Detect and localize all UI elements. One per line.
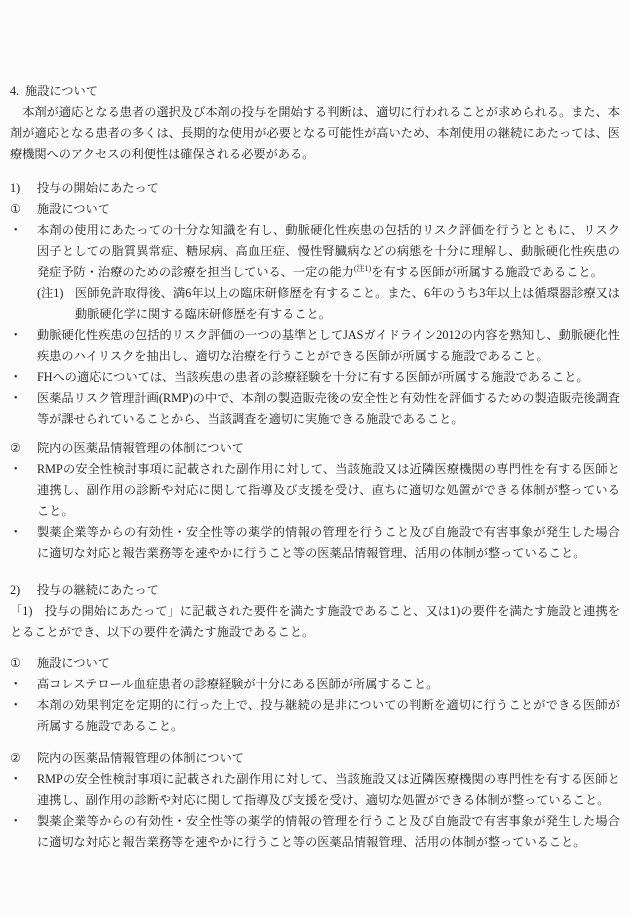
bullet-item — [10, 459, 620, 522]
bullet-marker: • — [14, 393, 18, 404]
bullet-marker: • — [14, 527, 18, 538]
part1-info-mgmt-number: ② — [10, 441, 21, 455]
section-number: 4. — [10, 84, 20, 98]
bullet-item — [10, 367, 620, 388]
bullet-marker: • — [14, 372, 18, 383]
bullet-text: 製薬企業等からの有効性・安全性等の薬学的情報の管理を行うこと及び自施設で有害事象が発生した場合に適切な対応と報告業務等を速やかに行うこと等の医薬品情報管理、活用の体制が整っていること。 — [37, 814, 620, 849]
part1-info-mgmt-heading — [10, 438, 620, 459]
part1-facility-number: ① — [10, 202, 21, 216]
bullet-text: 製薬企業等からの有効性・安全性等の薬学的情報の管理を行うこと及び自施設で有害事象が発生した場合に適切な対応と報告業務等を速やかに行うこと等の医薬品情報管理、活用の体制が整っていること。 — [37, 525, 620, 560]
footnote-label: (注1) — [37, 286, 64, 300]
part2-heading — [10, 580, 620, 601]
bullet-marker: • — [14, 464, 18, 475]
part2-facility-number: ① — [10, 656, 21, 670]
bullet-text-segment: を有する医師が所属する施設であること。 — [371, 265, 603, 279]
part1-heading — [10, 178, 620, 199]
part2-info-mgmt-number: ② — [10, 751, 21, 765]
bullet-marker: • — [14, 330, 18, 341]
bullet-item — [10, 769, 620, 811]
part2-lead-paragraph: 「1) 投与の開始にあたって」に記載された要件を満たす施設であること、又は1)の要件を満たす施設と連携をとることができ、以下の要件を満たす施設であること。 — [10, 604, 620, 639]
bullet-text: RMPの安全性検討事項に記載された副作用に対して、当該施設又は近隣医療機関の専門性を有する医師と連携し、副作用の診断や対応に関して指導及び支援を受け、適切な処置ができる体制が整っていること。 — [37, 772, 620, 807]
note-reference: (注1) — [353, 263, 372, 273]
section-heading — [10, 81, 620, 102]
part1-facility-title: 施設について — [37, 202, 110, 216]
part2-facility-title: 施設について — [37, 656, 110, 670]
footnote-text: 医師免許取得後、満6年以上の臨床研修歴を有すること。また、6年のうち3年以上は循環器診療又は動脈硬化学に関する臨床研修歴を有すること。 — [75, 286, 620, 321]
bullet-marker: • — [14, 225, 18, 236]
bullet-item — [10, 811, 620, 853]
bullet-text-segment: 本剤の使用にあたっての十分な知識を有し、動脈硬化性疾患の包括的リスク評価を行うとともに、リスク因子としての脂質異常症、糖尿病、高血圧症、慢性腎臓病などの病態を十分に理解し、動脈硬化性疾患の発症予防・治療のための診療を担当している、一定の能力 — [37, 223, 620, 279]
bullet-text: FHへの適応については、当該疾患の患者の診療経験を十分に有する医師が所属する施設であること。 — [37, 370, 589, 384]
part2-number: 2) — [10, 583, 21, 597]
part1-info-mgmt-title: 院内の医薬品情報管理の体制について — [37, 441, 244, 455]
bullet-text: 本剤の効果判定を定期的に行った上で、投与継続の是非についての判断を適切に行うことができる医師が所属する施設であること。 — [37, 698, 620, 733]
footnote-item — [37, 283, 620, 325]
bullet-item — [10, 695, 620, 737]
bullet-text: RMPの安全性検討事項に記載された副作用に対して、当該施設又は近隣医療機関の専門性を有する医師と連携し、副作用の診断や対応に関して指導及び支援を受け、直ちに適切な処置ができる体制が整っていること。 — [37, 462, 620, 518]
bullet-item — [10, 522, 620, 564]
section-title: 施設について — [25, 84, 98, 98]
bullet-marker: • — [14, 816, 18, 827]
bullet-item — [10, 388, 620, 430]
bullet-text — [37, 220, 620, 283]
part2-title: 投与の継続にあたって — [37, 583, 159, 597]
part2-info-mgmt-title: 院内の医薬品情報管理の体制について — [37, 751, 244, 765]
part1-title: 投与の開始にあたって — [37, 181, 159, 195]
bullet-text: 医薬品リスク管理計画(RMP)の中で、本剤の製造販売後の安全性と有効性を評価するための製造販売後調査等が課せられていることから、当該調査を適切に実施できる施設であること。 — [37, 391, 620, 426]
bullet-item — [10, 674, 620, 695]
bullet-text: 動脈硬化性疾患の包括的リスク評価の一つの基準としてJASガイドライン2012の内容を熟知し、動脈硬化性疾患のハイリスクを抽出し、適切な治療を行うことができる医師が所属する施設であること。 — [37, 328, 620, 363]
part2-info-mgmt-heading — [10, 748, 620, 769]
bullet-item — [10, 220, 620, 283]
bullet-marker: • — [14, 700, 18, 711]
part1-number: 1) — [10, 181, 21, 195]
bullet-marker: • — [14, 679, 18, 690]
bullet-text: 高コレステロール血症患者の診療経験が十分にある医師が所属すること。 — [37, 677, 439, 691]
part1-facility-heading — [10, 199, 620, 220]
part2-facility-heading — [10, 653, 620, 674]
bullet-item — [10, 325, 620, 367]
bullet-marker: • — [14, 774, 18, 785]
intro-paragraph: 本剤が適応となる患者の選択及び本剤の投与を開始する判断は、適切に行われることが求められる。また、本剤が適応となる患者の多くは、長期的な使用が必要となる可能性が高いため、本剤使用の継続にあたっては、医療機関へのアクセスの利便性は確保される必要がある。 — [10, 105, 620, 161]
